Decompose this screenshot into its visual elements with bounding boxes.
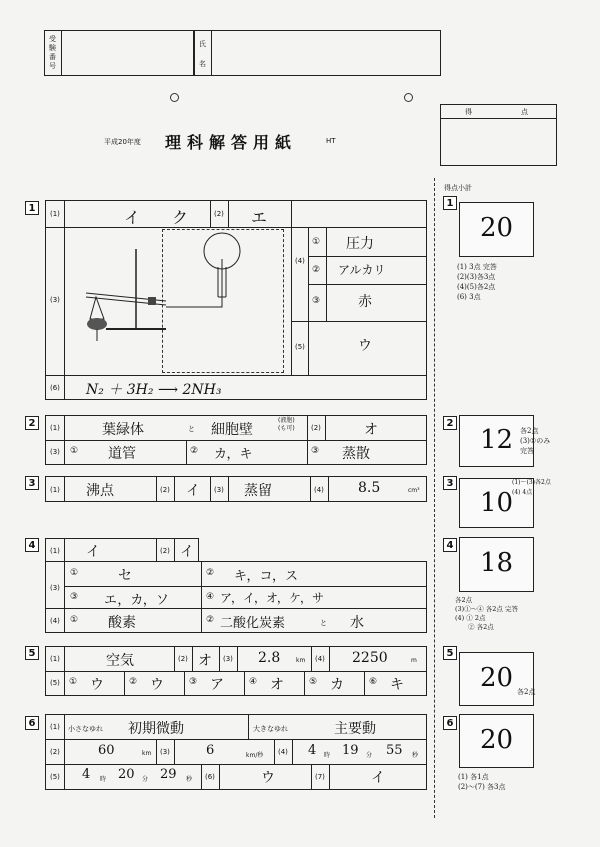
q1-answer-4-1: 圧力 bbox=[346, 236, 374, 252]
q1-score-note: (1) 3点 完答 (2)(3)各3点 (4)(5)各2点 (6) 3点 bbox=[457, 263, 497, 301]
q5-item-answer: ウ bbox=[90, 677, 104, 693]
q2-answer-3-3: 蒸散 bbox=[342, 446, 370, 462]
q2-answer-2: オ bbox=[364, 422, 378, 438]
q4-answer-4-2b: 水 bbox=[350, 615, 364, 631]
name-label-2: 名 bbox=[199, 60, 206, 68]
q6-number: 6 bbox=[25, 716, 39, 730]
q5-answer-4: 2250 bbox=[352, 650, 388, 666]
q1-answer-6: N₂ ＋ 3H₂ ⟶ 2NH₃ bbox=[86, 382, 222, 398]
q5-item-answer: カ bbox=[330, 677, 344, 693]
q1-answer-5: ウ bbox=[358, 338, 372, 354]
score-label-1: 得 bbox=[465, 108, 472, 116]
punch-hole-left bbox=[170, 93, 179, 102]
q5-score: 20 bbox=[480, 663, 514, 693]
q1-answer-block: (1) イ ク (2) エ (3) (4) ① 圧力 ② アルカリ ③ 赤 (5) ウ (6) N₂ ＋ 3H₂ ⟶ 2NH₃ bbox=[45, 200, 427, 400]
q2-score-note: 各2点 (3)①のみ 完答 bbox=[520, 427, 551, 455]
name-label-1: 氏 bbox=[199, 40, 206, 48]
q1-score: 20 bbox=[480, 213, 514, 243]
year-label: 平成20年度 bbox=[104, 138, 141, 146]
q4-answer-3-2: キ，コ，ス bbox=[234, 569, 298, 584]
q4-score: 18 bbox=[480, 548, 514, 578]
q4-answer-block: (3) ① セ ② キ，コ，ス ③ エ，カ，ソ ④ ア，イ，オ，ケ，サ (4) ① 酸素 ② 二酸化炭素 と 水 bbox=[45, 561, 427, 633]
q6-answer-2: 60 bbox=[98, 743, 115, 758]
q5-answer-block: (1) 空気 (2) オ (3) 2.8 km (4) 2250 m (5) ① ウ ② ウ ③ ア ④ オ ⑤ カ ⑥ キ bbox=[45, 646, 427, 696]
q5-answer-2: オ bbox=[198, 653, 212, 669]
q4-answer-1: イ bbox=[86, 544, 100, 560]
q5-item-answer: オ bbox=[270, 677, 284, 693]
q4-answer-block-top: (1) イ (2) イ bbox=[45, 538, 199, 562]
q4-answer-3-4: ア，イ，オ，ケ，サ bbox=[220, 591, 325, 605]
q5-number: 5 bbox=[25, 646, 39, 660]
q6-score-number: 6 bbox=[443, 716, 457, 730]
q3-score-number: 3 bbox=[443, 476, 457, 490]
q4-score-note: 各2点 (3)①〜④ 各2点 完答 (4) ① 2点 ② 各2点 bbox=[455, 596, 518, 631]
q6-score-note: (1) 各1点 (2)〜(7) 各3点 bbox=[458, 773, 506, 791]
page-title: 理科解答用紙 bbox=[165, 133, 298, 152]
q1-number: 1 bbox=[25, 201, 39, 215]
q1-apparatus-drawing bbox=[66, 229, 286, 375]
q5-score-note: 各2点 bbox=[517, 688, 536, 696]
exam-number-box bbox=[44, 30, 194, 76]
q5-item-number: ⑥ bbox=[369, 677, 378, 687]
q6-answer-1-big: 主要動 bbox=[334, 721, 376, 737]
q5-answer-3: 2.8 bbox=[258, 650, 281, 666]
q4-answer-4-1: 酸素 bbox=[108, 615, 136, 631]
subtotal-label: 得点小計 bbox=[444, 184, 472, 192]
divider bbox=[434, 178, 435, 818]
q2-answer-1b: 細胞壁 bbox=[211, 422, 253, 438]
q5-item-number: ② bbox=[129, 677, 138, 687]
q4-answer-4-2a: 二酸化炭素 bbox=[220, 616, 286, 631]
q6-answer-3: 6 bbox=[206, 743, 215, 758]
exam-number-label: 受験番号 bbox=[49, 35, 56, 70]
q5-score-number: 5 bbox=[443, 646, 457, 660]
q1-score-number: 1 bbox=[443, 196, 457, 210]
q2-number: 2 bbox=[25, 416, 39, 430]
q3-number: 3 bbox=[25, 476, 39, 490]
punch-hole-right bbox=[404, 93, 413, 102]
q6-answer-block: (1) 小さなゆれ 初期微動 大きなゆれ 主要動 (2) 60 km (3) 6 km/秒 (4) 4 時 19 分 55 秒 (5) 4 時 20 分 29 秒 (6) ウ (7) イ bbox=[45, 714, 427, 790]
form-code: HT bbox=[326, 137, 336, 145]
total-score-box bbox=[440, 104, 557, 166]
q5-item-number: ③ bbox=[189, 677, 198, 687]
q3-score-note: (1)〜(3)各2点 (4) 4点 bbox=[512, 479, 551, 496]
q1-answer-2: エ bbox=[251, 208, 268, 227]
q3-answer-1: 沸点 bbox=[86, 483, 114, 499]
q3-score: 10 bbox=[480, 488, 514, 518]
q6-answer-6: ウ bbox=[261, 770, 275, 786]
q2-answer-3-2: カ，キ bbox=[214, 447, 253, 462]
q2-score: 12 bbox=[480, 425, 514, 455]
q4-answer-3-3: エ，カ，ソ bbox=[104, 593, 169, 608]
q2-score-number: 2 bbox=[443, 416, 457, 430]
q2-answer-1b-note: (液胞) (も可) bbox=[278, 417, 295, 432]
q3-answer-3: 蒸留 bbox=[244, 483, 272, 499]
q5-item-answer: ア bbox=[210, 677, 224, 693]
q2-answer-1a: 葉緑体 bbox=[102, 422, 144, 438]
q5-answer-1: 空気 bbox=[106, 653, 134, 669]
q5-item-answer: ウ bbox=[150, 677, 164, 693]
q6-answer-7: イ bbox=[371, 770, 385, 786]
score-label-2: 点 bbox=[521, 108, 528, 116]
q3-answer-4: 8.5 bbox=[358, 480, 381, 496]
name-box bbox=[194, 30, 441, 76]
q4-number: 4 bbox=[25, 538, 39, 552]
q5-item-answer: キ bbox=[390, 677, 404, 693]
q2-answer-block: (1) 葉緑体 と 細胞壁 (液胞) (も可) (2) オ (3) ① 道管 ② カ，キ ③ 蒸散 bbox=[45, 415, 427, 465]
q1-answer-4-2: アルカリ bbox=[338, 263, 386, 277]
q6-score: 20 bbox=[480, 725, 514, 755]
q4-answer-2: イ bbox=[180, 544, 194, 560]
q1-answer-1: イ ク bbox=[124, 208, 189, 227]
q5-item-number: ① bbox=[69, 677, 78, 687]
q3-answer-block: (1) 沸点 (2) イ (3) 蒸留 (4) 8.5 cm³ bbox=[45, 476, 427, 502]
q4-score-number: 4 bbox=[443, 538, 457, 552]
q5-item-number: ⑤ bbox=[309, 677, 318, 687]
q1-answer-4-3: 赤 bbox=[358, 294, 372, 310]
q5-item-number: ④ bbox=[249, 677, 258, 687]
q3-answer-2: イ bbox=[186, 483, 200, 499]
q4-answer-3-1: セ bbox=[118, 568, 132, 584]
q2-answer-3-1: 道管 bbox=[108, 446, 136, 462]
q6-answer-1-small: 初期微動 bbox=[128, 721, 184, 737]
